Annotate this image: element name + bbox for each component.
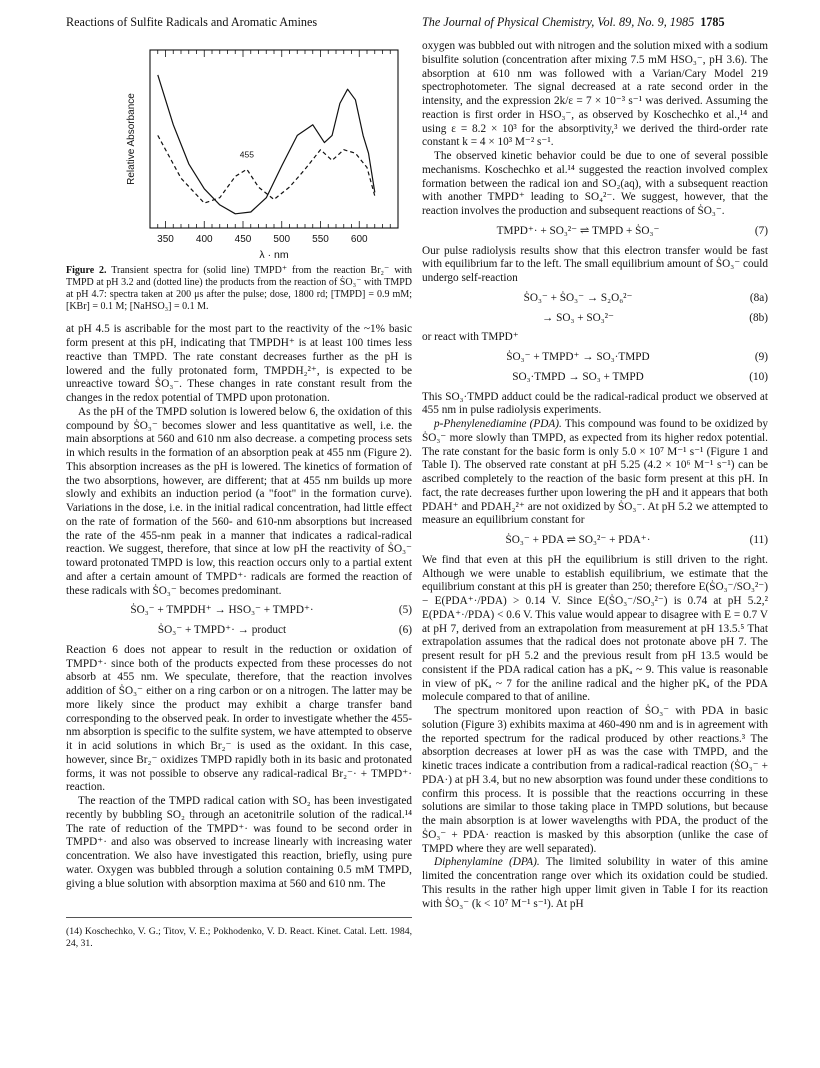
equation-number: (9)	[754, 351, 768, 363]
x-tick-label: 600	[350, 234, 368, 245]
section-heading: p-Phenylenediamine (PDA).	[434, 418, 562, 430]
equation-number: (7)	[754, 224, 768, 237]
equation-number: (8b)	[749, 311, 768, 324]
paragraph: oxygen was bubbled out with nitrogen and the solution mixed with a sodium bisulfite solution (concentration after mixing 7.5 mM HSO₃⁻, pH 3.6). The absorption at 610 nm was followed with a Varian/Cary Model 219 spectrophotometer. The signal decreased at a rate second order in the intensity, and the expression 2k/ε = 7 × 10⁻³ s⁻¹ was derived. Assuming the reaction is first order in HSO₃⁻, as observed by Koschechko et al.,¹⁴ and using ε = 8.2 × 10³ for the absorptivity,³ we derived the third-order rate constant k = 4 × 10³ M⁻² s⁻¹.	[422, 40, 768, 149]
equation-8a	[422, 292, 768, 306]
equation-number: (8a)	[749, 291, 768, 304]
paragraph: As the pH of the TMPD solution is lowered below 6, the oxidation of this compound by ṠO₃⁻ becomes slower and less quantitative as well, i.e. the main absorptions at 560 and 610 nm also decrease. a competing process sets in which results in the formation of an absorption peak at 455 nm (Figure 2). This absorption increases as the pH is lowered. The kinetics of formation of the two absorptions, however, are different; that at 455 nm builds up more slowly and exhibits an induction period (a "foot" in the formation curve). Variations in the dose, i.e. in the initial radical concentration, had little effect on the rate of formation of the 560- and 610-nm absorptions but increased the rate of the 455-nm peak in a manner that indicates a radical-radical reaction. We suggest, therefore, that since at low pH the reactivity of ṠO₃⁻ toward protonated TMPD is low, this reaction occurs only to a partial extent and after a certain amount of TMPD⁺· radicals are formed the reaction of these radicals with ṠO₃⁻ becomes predominant.	[66, 405, 412, 597]
plot-frame	[150, 50, 398, 228]
y-axis-label: Relative Absorbance	[126, 93, 137, 185]
figure-caption-text: Transient spectra for (solid line) TMPD⁺ from the reaction Br₂⁻ with TMPD at pH 3.2 and (dotted line) the products from the reaction of ṠO₃⁻ with TMPD at pH 4.7: spectra taken at 200 μs after the pulse; dose, 1800 rd; [TMPD] = 0.9 mM; [KBr] = 0.1 M; [NaHSO₃] = 0.1 M.	[66, 265, 412, 313]
paragraph: The reaction of the TMPD radical cation with SO₂ has been investigated recently by bubbling SO₂ through an acetonitrile solution of the radical.¹⁴ The rate of reduction of the TMPD⁺· was found to be second order in TMPD⁺· and also was observed to increase linearly with increasing water concentration. We also have investigated this reaction, briefly, using pure water. Oxygen was bubbled through a solution containing 0.5 mM TMPD, giving a blue solution with absorption maxima at 560 and 610 nm. The	[66, 795, 412, 890]
equation-number: (11)	[749, 534, 768, 546]
x-tick-label: 350	[157, 234, 174, 245]
equation-10	[422, 371, 768, 385]
equation-8b	[422, 312, 768, 326]
running-header: Reactions of Sulfite Radicals and Aromatic Amines	[66, 15, 318, 29]
journal-citation: The Journal of Physical Chemistry, Vol. 89, No. 9, 1985	[422, 15, 695, 29]
equation-text: ṠO₃⁻ + PDA ⇌ SO₃²⁻ + PDA⁺·	[505, 534, 651, 546]
paragraph: The observed kinetic behavior could be due to one of several possible mechanisms. Koschechko et al.¹⁴ suggested the reaction involved complex formation between the radical ion and SO₂(aq), with a subsequent reaction with another TMPD⁺ leading to SO₄²⁻. We suggest, however, that the reaction involves the production and subsequent reactions of ṠO₃⁻.	[422, 150, 768, 217]
equation-11	[422, 534, 768, 548]
paragraph-text: The limited solubility in water of this amine limited the concentration range over which its oxidation could be studied. This results in the rather high upper limit given in Table I for its reaction with ṠO₃⁻ (k < 10⁷ M⁻¹ s⁻¹). At pH	[422, 856, 768, 910]
figure-caption-label: Figure 2.	[66, 265, 107, 276]
equation-text: ṠO₃⁻ + TMPD⁺ → SO₃·TMPD	[506, 351, 650, 363]
dotted-spectrum-line	[158, 135, 375, 203]
equation-6	[66, 624, 412, 638]
figure-caption	[66, 265, 412, 313]
paragraph: This SO₃·TMPD adduct could be the radical-radical product we observed at 455 nm in pulse radiolysis experiments.	[422, 390, 768, 417]
x-axis-label: λ · nm	[259, 249, 289, 261]
paragraph-text: This compound was found to be oxidized by ṠO₃⁻ more slowly than TMPD, as expected from its higher redox potential. The rate constant for the basic form is only 5.0 × 10⁷ M⁻¹ s⁻¹ (Figure 1 and Table I). The observed rate constant at pH 5.25 (4.2 × 10⁶ M⁻¹ s⁻¹) can be ascribed completely to the reaction of the basic form present at this pH. In fact, the rate decreases further upon lowering the pH and it appears that both PDAH⁺ and PDAH₂²⁺ are not oxidized by ṠO₃⁻. At pH 5.2 we attempted to measure an equilibrium constant for	[422, 418, 768, 527]
paragraph	[422, 418, 768, 528]
paragraph: at pH 4.5 is ascribable for the most part to the reactivity of the ~1% basic form present at this pH, indicating that TMPDH⁺ is at least 100 times less reactive than TMPD. The rate constant decreases further as the pH is lowered and the fully protonated form, TMPDH₂²⁺, is expected to be unreactive toward ṠO₃⁻. These changes in rate constant result from the changes in the redox potential of TMPD upon protonation.	[66, 323, 412, 405]
journal-header	[422, 14, 725, 30]
equation-text: SO₃·TMPD → SO₃ + TMPD	[512, 370, 644, 383]
equation-5	[66, 604, 412, 618]
section-heading: Diphenylamine (DPA).	[434, 856, 540, 869]
paragraph: We find that even at this pH the equilibrium is still driven to the right. Although we were unable to establish equilibrium, we estimate that the equilibrium constant at this pH is greater than 250; therefore E(ṠO₃⁻/SO₃²⁻) − E(PDA⁺·/PDA) > 0.14 V. Since E(ṠO₃⁻/SO₃²⁻) is 0.74 at pH 5.2,² E(PDA⁺·/PDA) < 0.6 V. This value would appear to disagree with E = 0.7 V at pH 7, derived from an extrapolation from measurement at pH 13.5.⁵ That extrapolation assumes that the radical does not protonate above pH 7. The present result for pH 5.2 and the previous result from pH 13.5 would be consistent if the PDA radical cation has a pKₐ ~ 9. This value is reasonable in view of pKₐ ~ 7 for the aniline radical and the higher pKₐ of the PDA molecule compared to that of aniline.	[422, 553, 768, 704]
equation-number: (6)	[398, 624, 412, 637]
equation-number: (5)	[398, 604, 412, 617]
x-tick-label: 500	[273, 234, 291, 245]
equation-text: TMPD⁺· + SO₃²⁻ ⇌ TMPD + ṠO₃⁻	[496, 224, 660, 237]
x-tick-label: 400	[195, 234, 213, 245]
x-tick-label: 550	[312, 234, 329, 245]
equation-text: ṠO₃⁻ + TMPD⁺· → product	[157, 624, 287, 637]
right-column	[422, 40, 768, 911]
equation-9	[422, 351, 768, 365]
equation-text: ṠO₃⁻ + ṠO₃⁻ → S₂O₆²⁻	[523, 291, 633, 304]
paragraph: or react with TMPD⁺	[422, 331, 519, 344]
paragraph: Reaction 6 does not appear to result in the reduction or oxidation of TMPD⁺· since both of the products expected from these processes do not absorb at 455 nm. We speculate, therefore, that the reaction involves addition of ṠO₃⁻ either on a ring carbon or on a nitrogen. The latter may be more likely since the product may exhibit a charge transfer band corresponding to the observed peak. In order to investigate whether the 455-nm absorption is specific to the sulfite system, we have attempted to observe it in acid solutions in which Br₂⁻ is used as the oxidant. In this case, however, since Br₂⁻ oxidizes TMPD rapidly both in its basic and protonated forms, it was not possible to observe any radical-radical Br₂⁻· + TMPD⁺· reaction.	[66, 643, 412, 794]
equation-text: → SO₃ + SO₃²⁻	[542, 311, 614, 324]
paragraph: The spectrum monitored upon reaction of ṠO₃⁻ with PDA in basic solution (Figure 3) exhibits maxima at 460-490 nm and is in agreement with the reported spectrum for the radical produced by other reactions.³ The absorption decreases at lower pH as was the case with TMPD, and the kinetic traces indicate a contribution from a radical-radical reaction (ṠO₃⁻ + PDA·) at pH 3.4, but no new absorption was found under these conditions to confirm this process. It is possible that the reactions occurring in these solutions are similar to those taking place in TMPD solutions, but because the main absorption is at lower wavelengths with PDA, the product of the ṠO₃⁻ + PDA· reaction is masked by this absorption (unlike the case of TMPD where they are well separated).	[422, 705, 768, 855]
x-tick-label: 450	[234, 234, 252, 245]
paragraph	[422, 856, 768, 911]
footnote: (14) Koschechko, V. G.; Titov, V. E.; Pokhodenko, V. D. React. Kinet. Catal. Lett. 1984, 24, 31.	[66, 917, 412, 949]
paragraph: Our pulse radiolysis results show that this electron transfer would be fast with equilibrium far to the left. The small equilibrium amount of ṠO₃⁻ could undergo self-reaction	[422, 244, 768, 284]
figure-2	[66, 42, 412, 262]
left-column	[66, 42, 412, 950]
equation-7	[422, 225, 768, 239]
equation-number: (10)	[749, 370, 768, 383]
page-number: 1785	[700, 15, 725, 29]
spectrum-chart	[66, 42, 412, 262]
equation-text: ṠO₃⁻ + TMPDH⁺ → HSO₃⁻ + TMPD⁺·	[130, 604, 314, 617]
peak-annotation: 455	[239, 149, 254, 160]
